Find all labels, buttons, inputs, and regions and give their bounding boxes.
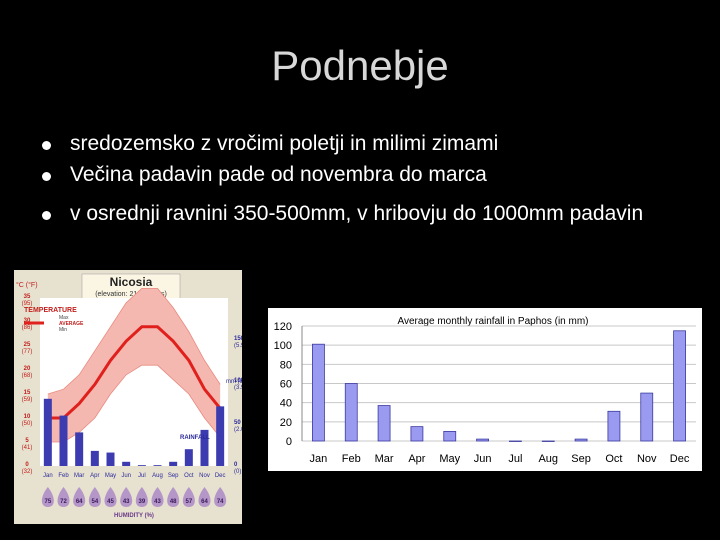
humidity-value: 74 <box>216 499 224 505</box>
paphos-x-tick: May <box>439 453 461 465</box>
rainfall-label: RAINFALL <box>180 435 210 441</box>
nicosia-month-label: Jun <box>121 473 132 479</box>
rainfall-bar <box>44 399 52 466</box>
nicosia-month-label: Aug <box>152 473 163 479</box>
rainfall-bar <box>185 449 193 466</box>
nicosia-month-label: May <box>104 473 117 479</box>
rain-tick-label: 0 <box>234 462 238 468</box>
slide-title: Podnebje <box>271 42 449 89</box>
temp-tick-label: 5 <box>25 438 29 444</box>
nicosia-climate-chart <box>14 270 242 524</box>
nicosia-subtitle: (elevation: 210 metres) <box>95 291 167 298</box>
rain-tick-label: 15 <box>234 336 241 342</box>
paphos-x-tick: Aug <box>538 453 559 465</box>
temp-unit-label: °C (°F) <box>16 282 38 289</box>
temp-tick-f-label: (50) <box>21 421 33 427</box>
humidity-value: 72 <box>60 499 67 505</box>
humidity-value: 48 <box>169 499 177 505</box>
nicosia-month-label: Jul <box>137 473 146 479</box>
rain-tick-in-label: (2. <box>234 427 242 433</box>
bullet-dot-icon <box>42 211 51 220</box>
paphos-x-tick: Oct <box>605 453 623 465</box>
paphos-bar <box>542 441 554 442</box>
paphos-x-tick: Mar <box>374 453 394 465</box>
paphos-y-tick: 80 <box>279 359 292 372</box>
temp-tick-label: 0 <box>25 462 29 468</box>
temp-tick-label: 10 <box>23 414 31 420</box>
paphos-plot <box>274 321 696 465</box>
bullet-item <box>40 161 700 188</box>
temp-tick-label: 15 <box>23 390 31 396</box>
paphos-x-tick: Jun <box>473 453 492 465</box>
humidity-value: 39 <box>138 499 146 505</box>
temp-tick-label: 35 <box>23 294 31 300</box>
rain-unit-label: mm (i <box>226 379 241 385</box>
rainfall-bar <box>154 465 162 466</box>
paphos-bar <box>477 439 489 441</box>
humidity-value: 64 <box>75 499 83 505</box>
rainfall-bar <box>60 416 68 466</box>
paphos-y-tick: 120 <box>273 321 292 333</box>
bullet-dot-icon <box>42 141 51 150</box>
bullet-dot-icon <box>42 172 51 181</box>
humidity-label: HUMIDITY (%) <box>114 513 154 519</box>
paphos-bar <box>345 384 357 442</box>
paphos-bar <box>378 406 390 441</box>
nicosia-month-label: Sep <box>167 473 179 479</box>
nicosia-month-label: Nov <box>199 473 210 479</box>
humidity-value: 45 <box>107 499 114 505</box>
humidity-value: 64 <box>201 499 208 505</box>
temp-tick-f-label: (77) <box>21 349 33 355</box>
bullet-text: v osrednji ravnini 350-500mm, v hribovju do 1000mm padavin <box>70 202 644 225</box>
rain-tick-label: 10 <box>234 378 241 384</box>
paphos-bar <box>575 439 587 441</box>
rainfall-bar <box>138 465 146 466</box>
rainfall-bar <box>107 453 115 466</box>
rain-tick-label: 50 <box>234 420 241 426</box>
humidity-value: 43 <box>122 499 130 505</box>
paphos-y-tick: 100 <box>273 340 292 353</box>
paphos-x-tick: Dec <box>669 453 690 465</box>
paphos-bar <box>444 431 456 441</box>
nicosia-month-label: Jan <box>42 473 53 479</box>
rain-tick-in-label: (0) <box>234 469 242 475</box>
paphos-rainfall-chart <box>268 308 702 471</box>
bullet-text: sredozemsko z vročimi poletji in milimi zimami <box>70 132 499 155</box>
temp-tick-f-label: (59) <box>21 397 33 403</box>
paphos-bar <box>641 393 653 441</box>
nicosia-month-label: Apr <box>90 473 100 479</box>
paphos-chart-title: Average monthly rainfall in Paphos (in mm) <box>397 316 589 327</box>
nicosia-month-label: Dec <box>214 473 226 479</box>
temp-legend-title: TEMPERATURE <box>24 307 77 314</box>
humidity-value: 43 <box>154 499 161 505</box>
paphos-x-tick: Feb <box>341 453 361 465</box>
paphos-x-tick: Jan <box>309 453 328 465</box>
nicosia-title: Nicosia <box>109 275 153 289</box>
paphos-bar <box>509 441 521 442</box>
bullet-item <box>40 130 700 157</box>
humidity-value: 57 <box>185 499 193 505</box>
bullet-list <box>40 130 700 231</box>
paphos-y-tick: 20 <box>279 416 292 429</box>
paphos-x-tick: Sep <box>571 453 591 465</box>
rain-tick-in-label: (3. <box>234 385 242 391</box>
rainfall-bar <box>75 432 83 466</box>
nicosia-chart-svg <box>14 270 242 524</box>
paphos-bar <box>674 331 686 441</box>
paphos-bar <box>608 411 620 441</box>
nicosia-month-label: Oct <box>184 473 194 479</box>
paphos-bar <box>312 344 324 441</box>
legend-min: Min <box>59 327 68 333</box>
paphos-x-tick: Jul <box>508 453 523 465</box>
temp-tick-label: 20 <box>23 366 31 372</box>
humidity-value: 75 <box>44 499 52 505</box>
temp-tick-f-label: (41) <box>21 445 33 451</box>
paphos-x-tick: Apr <box>408 453 426 465</box>
temp-tick-f-label: (68) <box>21 373 33 379</box>
temp-tick-label: 25 <box>23 342 31 348</box>
paphos-y-tick: 40 <box>279 397 292 410</box>
rainfall-bar <box>122 462 130 466</box>
rainfall-bar <box>216 406 224 466</box>
rainfall-bar <box>169 462 177 466</box>
paphos-y-tick: 60 <box>279 378 292 391</box>
temp-tick-label: 30 <box>23 318 31 324</box>
bullet-item <box>40 200 700 227</box>
legend-max: Max <box>59 315 69 321</box>
bullet-text: Večina padavin pade od novembra do marca <box>70 163 487 186</box>
temp-tick-f-label: (95) <box>21 301 33 307</box>
temp-tick-f-label: (86) <box>21 325 33 331</box>
nicosia-month-label: Mar <box>73 473 85 479</box>
rain-tick-in-label: (5. <box>234 343 242 349</box>
temp-tick-f-label: (32) <box>21 469 33 475</box>
paphos-x-tick: Nov <box>636 453 657 465</box>
nicosia-plot <box>22 288 242 507</box>
nicosia-month-label: Feb <box>58 473 69 479</box>
legend-avg: AVERAGE <box>59 321 84 327</box>
paphos-y-tick: 0 <box>285 436 292 448</box>
paphos-bar <box>411 427 423 441</box>
humidity-value: 54 <box>91 499 99 505</box>
rainfall-bar <box>91 451 99 466</box>
paphos-chart-svg <box>268 308 702 471</box>
